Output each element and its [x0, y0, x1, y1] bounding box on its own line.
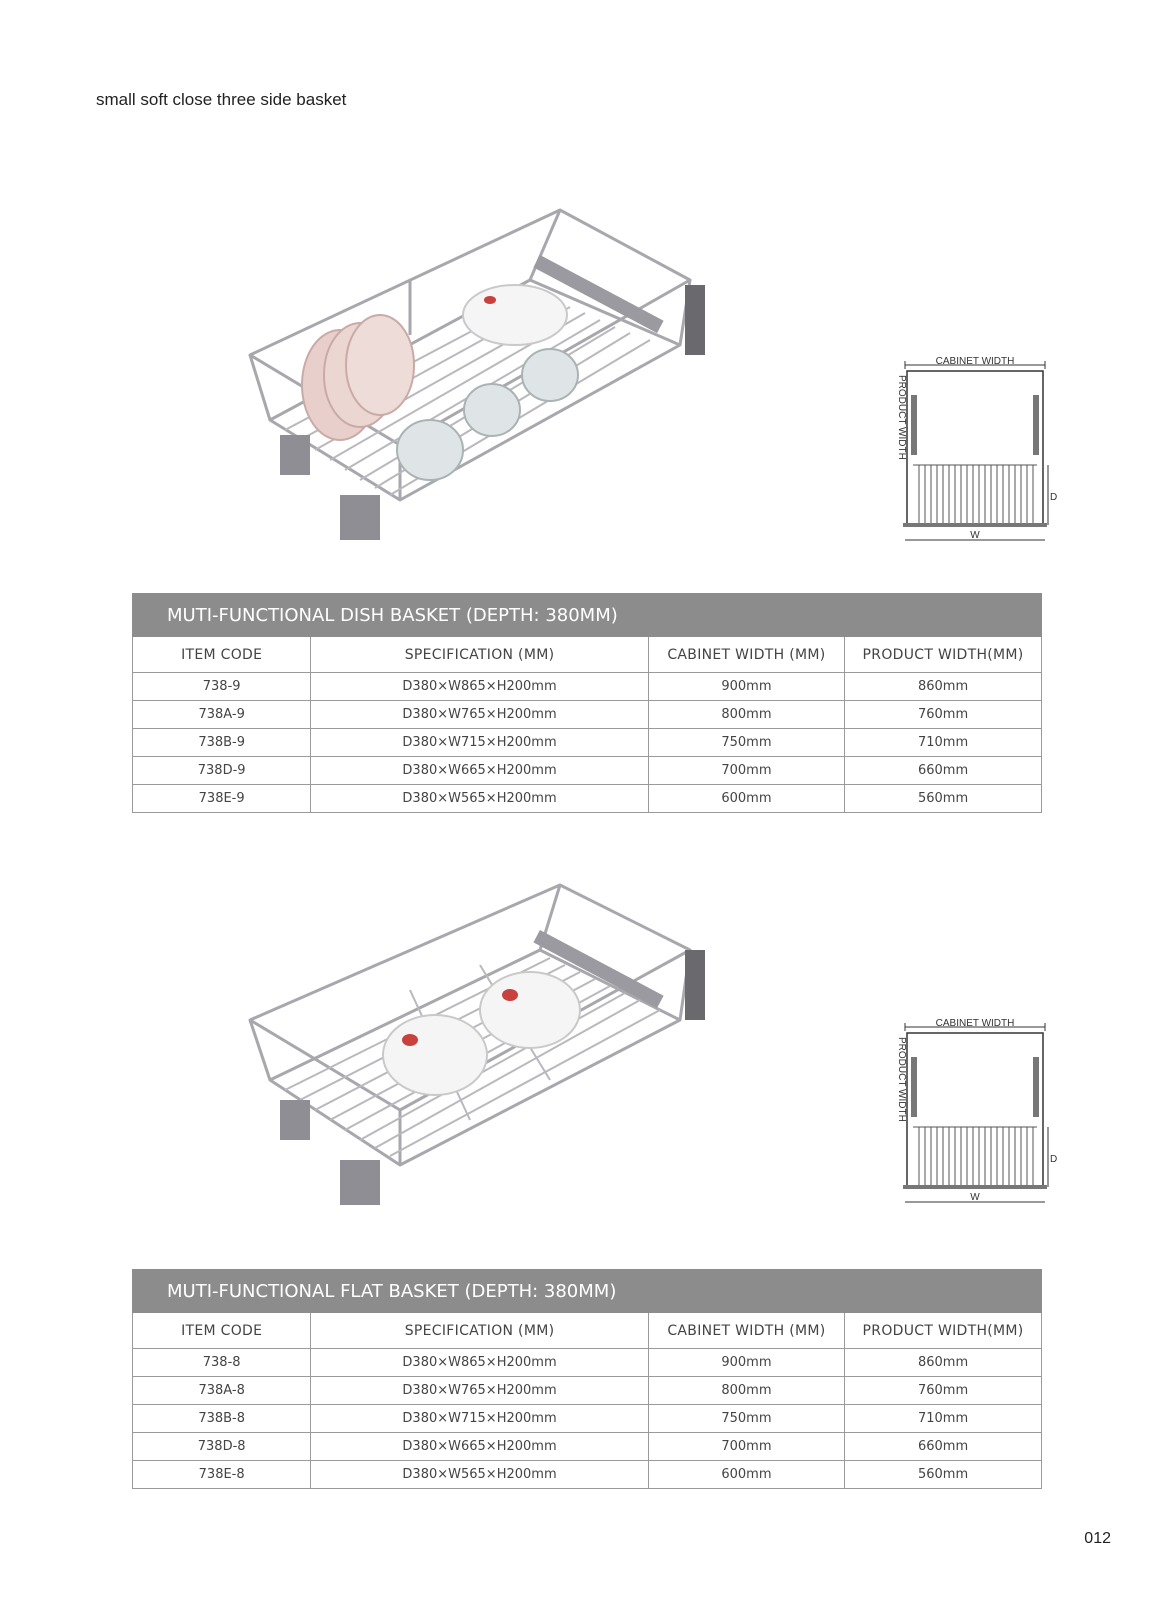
specification-cell: D380×W665×H200mm — [311, 1433, 648, 1461]
table-row — [133, 1433, 1042, 1461]
table-title: MUTI-FUNCTIONAL DISH BASKET (DEPTH: 380MM) — [133, 594, 1042, 637]
header-product-width: PRODUCT WIDTH(MM) — [845, 637, 1042, 673]
product-width-cell: 710mm — [845, 729, 1042, 757]
table-row — [133, 701, 1042, 729]
product-width-cell: 860mm — [845, 673, 1042, 701]
product-width-cell: 710mm — [845, 1405, 1042, 1433]
header-specification: SPECIFICATION (MM) — [311, 637, 648, 673]
table-row — [133, 729, 1042, 757]
cabinet-width-label: CABINET WIDTH — [935, 1018, 1015, 1029]
product-width-cell: 860mm — [845, 1349, 1042, 1377]
specification-cell: D380×W565×H200mm — [311, 785, 648, 813]
specification-cell: D380×W565×H200mm — [311, 1461, 648, 1489]
product-width-cell: 760mm — [845, 701, 1042, 729]
cabinet-width-cell: 700mm — [648, 757, 844, 785]
cabinet-width-cell: 900mm — [648, 1349, 844, 1377]
cabinet-width-cell: 600mm — [648, 785, 844, 813]
basket-dimension-diagram — [895, 1017, 1058, 1212]
item-code-cell: 738D-9 — [133, 757, 311, 785]
flat-basket-spec-table — [132, 1269, 1042, 1489]
table-title: MUTI-FUNCTIONAL FLAT BASKET (DEPTH: 380MM) — [133, 1270, 1042, 1313]
product-width-cell: 660mm — [845, 757, 1042, 785]
item-code-cell: 738-8 — [133, 1349, 311, 1377]
header-item-code: ITEM CODE — [133, 1313, 311, 1349]
item-code-cell: 738B-9 — [133, 729, 311, 757]
header-item-code: ITEM CODE — [133, 637, 311, 673]
specification-cell: D380×W715×H200mm — [311, 1405, 648, 1433]
cabinet-width-cell: 800mm — [648, 1377, 844, 1405]
specification-cell: D380×W865×H200mm — [311, 1349, 648, 1377]
product-width-label: PRODUCT WIDTH — [896, 375, 907, 460]
item-code-cell: 738A-8 — [133, 1377, 311, 1405]
width-label: W — [970, 530, 980, 541]
item-code-cell: 738A-9 — [133, 701, 311, 729]
cabinet-width-cell: 750mm — [648, 1405, 844, 1433]
product-width-cell: 760mm — [845, 1377, 1042, 1405]
specification-cell: D380×W865×H200mm — [311, 673, 648, 701]
cabinet-width-cell: 750mm — [648, 729, 844, 757]
page-number: 012 — [1084, 1530, 1111, 1547]
cabinet-width-cell: 700mm — [648, 1433, 844, 1461]
item-code-cell: 738E-8 — [133, 1461, 311, 1489]
product-width-cell: 560mm — [845, 1461, 1042, 1489]
table-row — [133, 673, 1042, 701]
depth-label: D — [1050, 1154, 1058, 1165]
item-code-cell: 738D-8 — [133, 1433, 311, 1461]
item-code-cell: 738B-8 — [133, 1405, 311, 1433]
dish-basket-spec-table — [132, 593, 1042, 813]
header-cabinet-width: CABINET WIDTH (MM) — [648, 1313, 844, 1349]
table-row — [133, 785, 1042, 813]
cabinet-width-cell: 600mm — [648, 1461, 844, 1489]
table-row — [133, 1461, 1042, 1489]
product-width-cell: 660mm — [845, 1433, 1042, 1461]
header-product-width: PRODUCT WIDTH(MM) — [845, 1313, 1042, 1349]
item-code-cell: 738E-9 — [133, 785, 311, 813]
specification-cell: D380×W765×H200mm — [311, 1377, 648, 1405]
width-label: W — [970, 1192, 980, 1203]
specification-cell: D380×W765×H200mm — [311, 701, 648, 729]
cabinet-width-label: CABINET WIDTH — [935, 356, 1015, 367]
dish-basket-photo — [240, 195, 730, 570]
basket-dimension-diagram — [895, 355, 1058, 550]
table-row — [133, 1405, 1042, 1433]
header-specification: SPECIFICATION (MM) — [311, 1313, 648, 1349]
specification-cell: D380×W715×H200mm — [311, 729, 648, 757]
header-cabinet-width: CABINET WIDTH (MM) — [648, 637, 844, 673]
item-code-cell: 738-9 — [133, 673, 311, 701]
flat-basket-photo — [240, 870, 730, 1230]
product-width-label: PRODUCT WIDTH — [896, 1037, 907, 1122]
table-row — [133, 757, 1042, 785]
depth-label: D — [1050, 492, 1058, 503]
specification-cell: D380×W665×H200mm — [311, 757, 648, 785]
table-row — [133, 1377, 1042, 1405]
cabinet-width-cell: 900mm — [648, 673, 844, 701]
product-width-cell: 560mm — [845, 785, 1042, 813]
table-row — [133, 1349, 1042, 1377]
cabinet-width-cell: 800mm — [648, 701, 844, 729]
page-subtitle: small soft close three side basket — [96, 90, 347, 109]
